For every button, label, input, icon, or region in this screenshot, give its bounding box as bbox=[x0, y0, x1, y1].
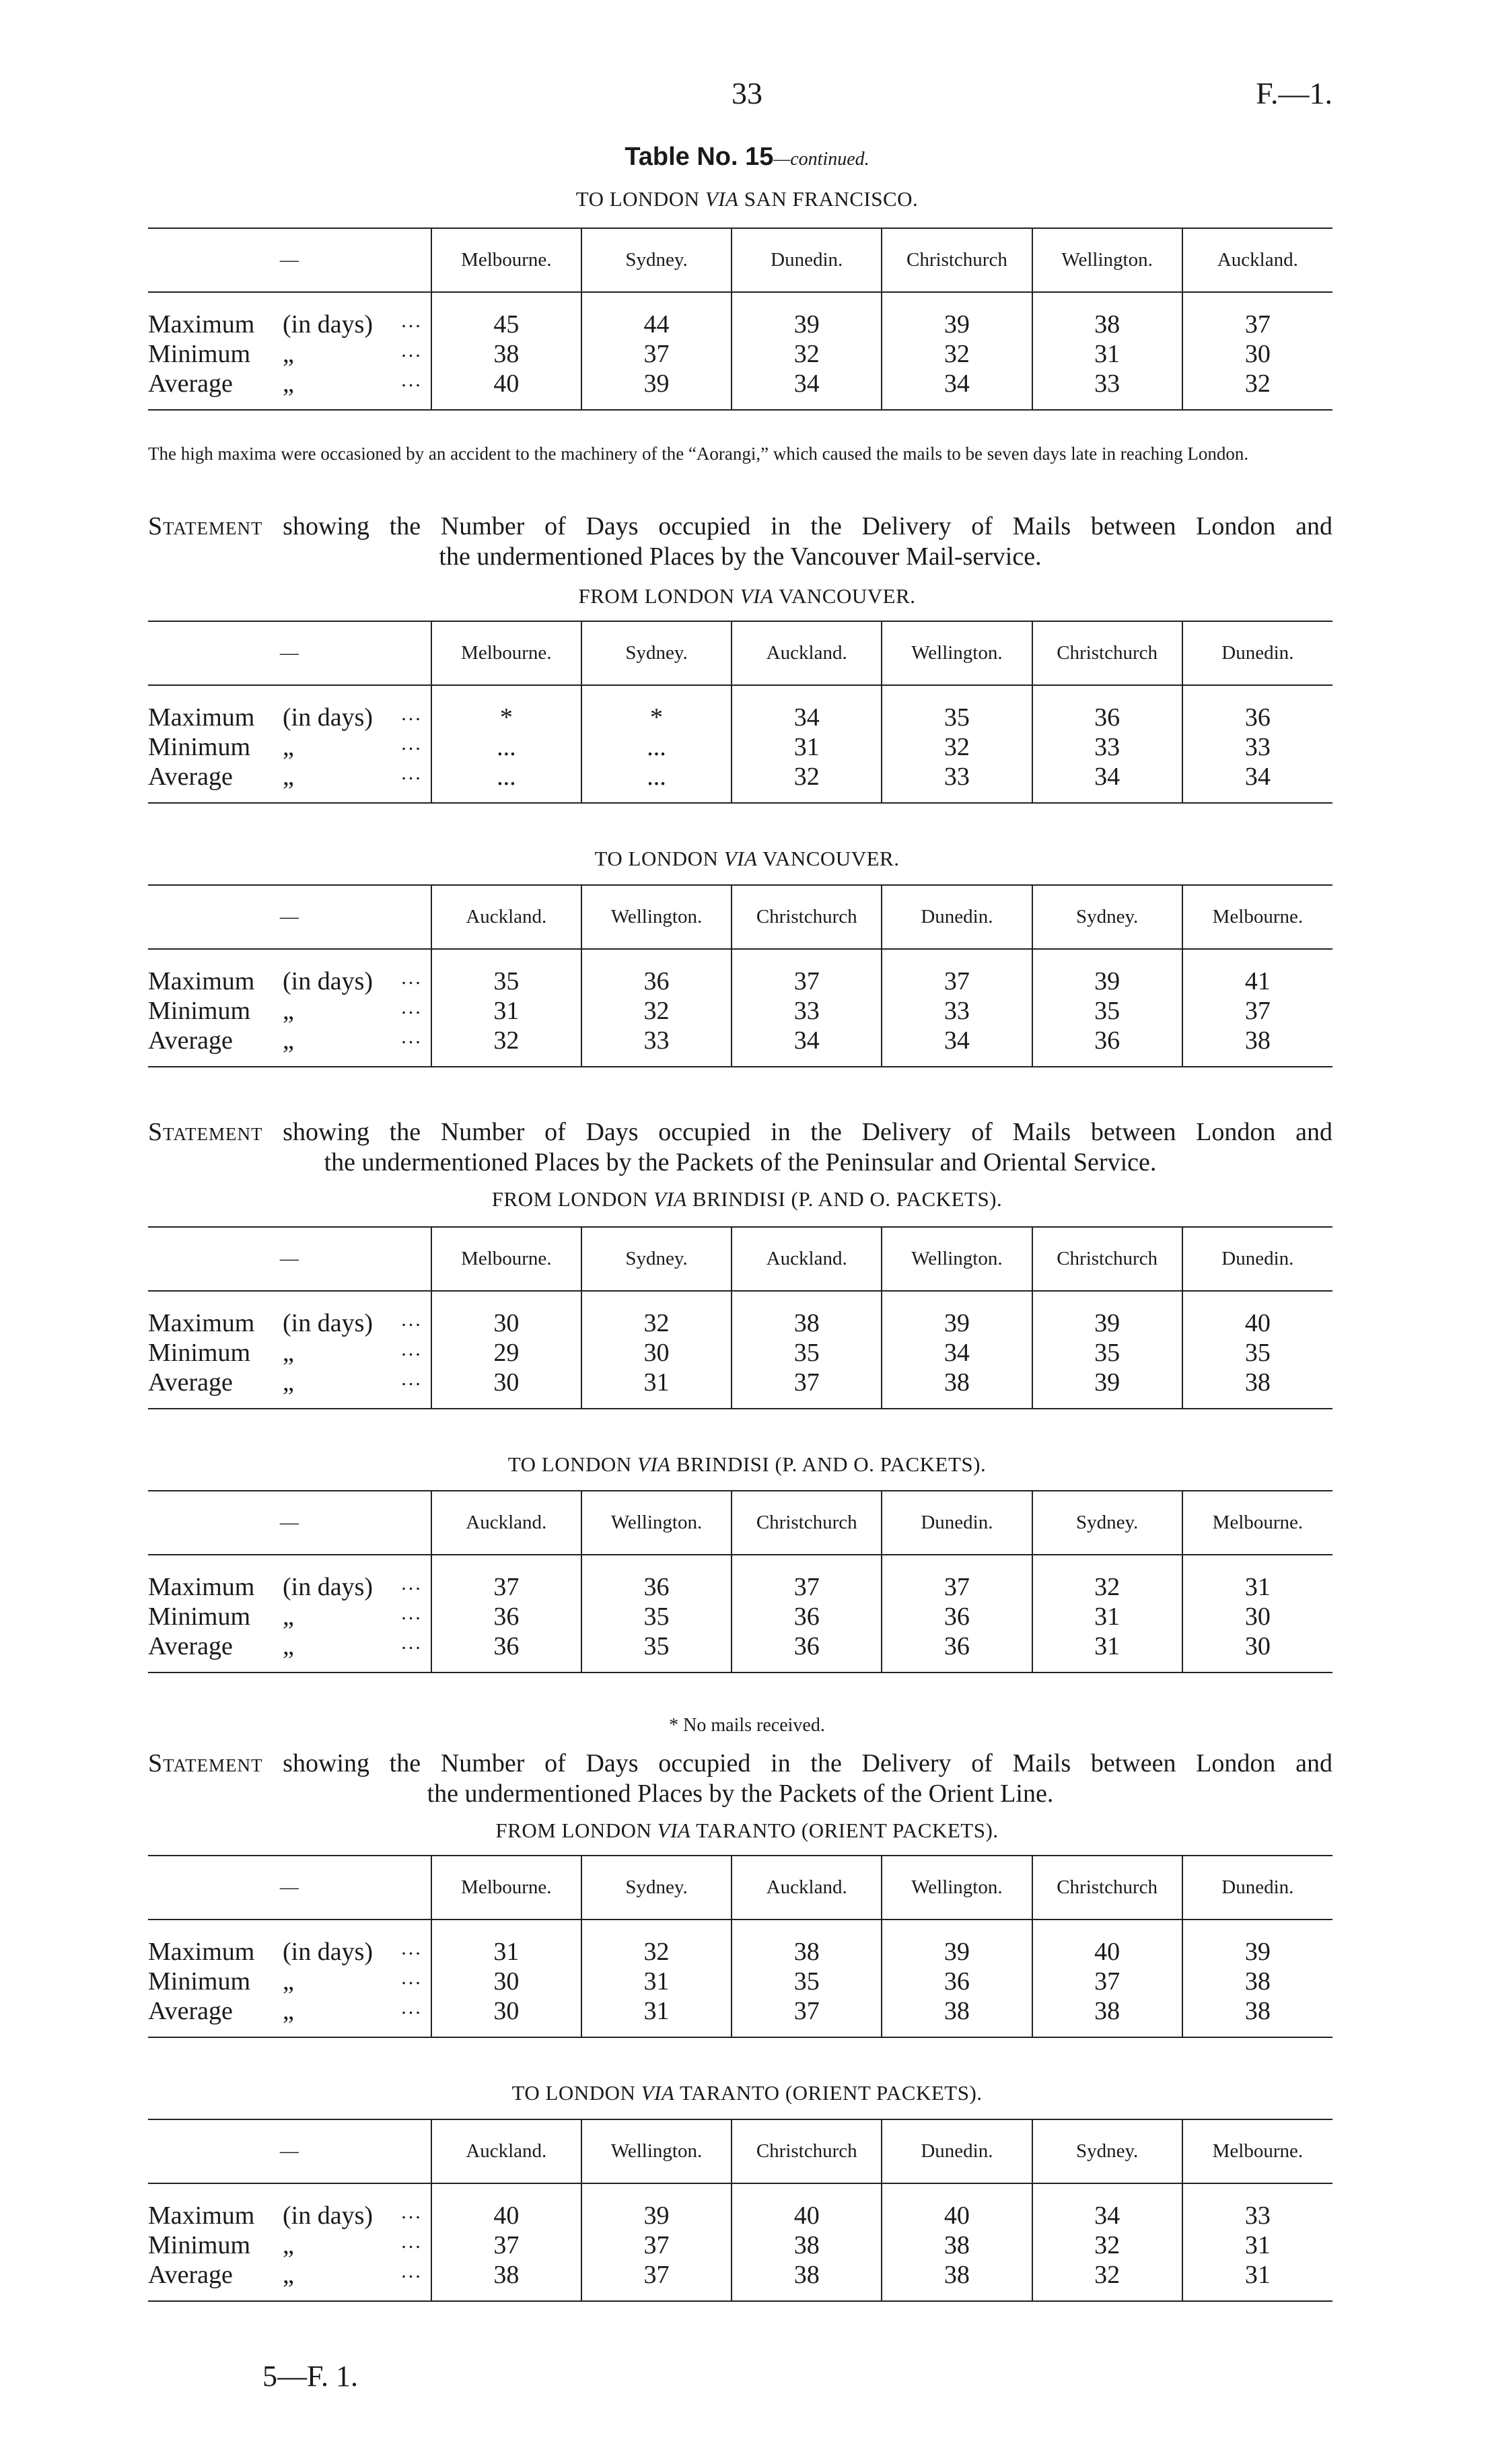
table-cell: 38 bbox=[882, 1368, 1032, 1397]
table-cell: 36 bbox=[581, 966, 732, 996]
table-cell: 31 bbox=[1032, 1631, 1182, 1661]
table-or-to bbox=[148, 2119, 1332, 2302]
table-row bbox=[148, 1967, 1332, 1996]
table-row bbox=[148, 966, 1332, 996]
table-cell: 36 bbox=[1182, 703, 1332, 732]
table-cell: 35 bbox=[732, 1338, 882, 1368]
column-header: Christchurch bbox=[732, 1491, 882, 1555]
column-header: Sydney. bbox=[581, 621, 732, 685]
table-heading bbox=[0, 143, 1494, 172]
column-header: Dunedin. bbox=[882, 2119, 1032, 2183]
table-cell: 40 bbox=[1032, 1937, 1182, 1967]
column-header: Melbourne. bbox=[1182, 885, 1332, 949]
table-cell: 38 bbox=[1182, 1026, 1332, 1055]
table-cell: 33 bbox=[1182, 732, 1332, 762]
table-cell: 35 bbox=[581, 1631, 732, 1661]
table-cell: 32 bbox=[581, 1937, 732, 1967]
table-cell: 30 bbox=[581, 1338, 732, 1368]
table-cell: 35 bbox=[1032, 996, 1182, 1026]
column-header: Auckland. bbox=[732, 1227, 882, 1291]
table-van-to bbox=[148, 884, 1332, 1067]
table-cell: 36 bbox=[732, 1602, 882, 1631]
table-cell: 39 bbox=[1182, 1937, 1332, 1967]
column-header: Dunedin. bbox=[732, 228, 882, 292]
table-cell: 36 bbox=[882, 1967, 1032, 1996]
column-header: Christchurch bbox=[1032, 1856, 1182, 1920]
table-cell: 31 bbox=[581, 1996, 732, 2026]
table-row bbox=[148, 732, 1332, 762]
table-row bbox=[148, 1368, 1332, 1397]
page-number: 33 bbox=[732, 76, 762, 110]
table-cell: 39 bbox=[1032, 1308, 1182, 1338]
table-row bbox=[148, 762, 1332, 791]
table-cell: 30 bbox=[431, 1308, 581, 1338]
column-header: Auckland. bbox=[431, 2119, 581, 2183]
row-label: Minimum „ ... bbox=[148, 2230, 423, 2259]
column-header: Dunedin. bbox=[1182, 621, 1332, 685]
table-cell: ... bbox=[431, 732, 581, 762]
statement-po: Statement showing the Number of Days occupied in the Delivery of Mails between London and the undermentioned Places by the Packets of the Peninsular and Oriental Service. bbox=[148, 1118, 1332, 1176]
column-header: Sydney. bbox=[1032, 2119, 1182, 2183]
column-header: Wellington. bbox=[882, 621, 1032, 685]
table-title-suffix: —continued. bbox=[773, 149, 869, 170]
table-cell: 33 bbox=[581, 1026, 732, 1055]
table-cell: 38 bbox=[732, 2230, 882, 2260]
statement-vancouver: Statement showing the Number of Days occupied in the Delivery of Mails between London and the undermentioned Places by the Vancouver Mail-service. bbox=[148, 512, 1332, 571]
table-cell: 33 bbox=[1032, 732, 1182, 762]
row-label: Minimum „ ... bbox=[148, 732, 423, 761]
corner-dash: — bbox=[148, 885, 431, 949]
table-cell: 45 bbox=[431, 310, 581, 339]
row-label: Maximum (in days) ... bbox=[148, 2201, 423, 2230]
row-label: Minimum „ ... bbox=[148, 1338, 423, 1367]
table-cell: * bbox=[431, 703, 581, 732]
footnote-no-mails: * No mails received. bbox=[669, 1715, 825, 1736]
column-header: Christchurch bbox=[882, 228, 1032, 292]
column-header: Christchurch bbox=[1032, 621, 1182, 685]
table-cell: 32 bbox=[581, 996, 732, 1026]
table-cell: 30 bbox=[431, 1368, 581, 1397]
statement-orient: Statement showing the Number of Days occupied in the Delivery of Mails between London and the undermentioned Places by the Packets of the Orient Line. bbox=[148, 1749, 1332, 1808]
table-title: Table No. 15 bbox=[625, 143, 774, 171]
table-cell: 38 bbox=[882, 2260, 1032, 2290]
column-header: Sydney. bbox=[581, 1856, 732, 1920]
table-cell: 34 bbox=[882, 1338, 1032, 1368]
table-cell: 37 bbox=[732, 1996, 882, 2026]
column-header: Sydney. bbox=[581, 228, 732, 292]
table-cell: 33 bbox=[1182, 2201, 1332, 2230]
table-cell: 36 bbox=[882, 1602, 1032, 1631]
table-cell: 37 bbox=[581, 2230, 732, 2260]
table-cell: 29 bbox=[431, 1338, 581, 1368]
table-cell: 37 bbox=[882, 1572, 1032, 1602]
table-van-from bbox=[148, 621, 1332, 804]
corner-dash: — bbox=[148, 2119, 431, 2183]
caption-sf-to: TO LONDON VIA SAN FRANCISCO. bbox=[575, 187, 919, 211]
table-cell: 32 bbox=[581, 1308, 732, 1338]
table-cell: 38 bbox=[732, 1308, 882, 1338]
row-label: Minimum „ ... bbox=[148, 339, 423, 368]
table-cell: ... bbox=[581, 732, 732, 762]
row-label: Minimum „ ... bbox=[148, 996, 423, 1025]
table-cell: 30 bbox=[1182, 1602, 1332, 1631]
column-header: Auckland. bbox=[732, 1856, 882, 1920]
column-header: Wellington. bbox=[1032, 228, 1182, 292]
table-cell: * bbox=[581, 703, 732, 732]
column-header: Auckland. bbox=[431, 1491, 581, 1555]
table-row bbox=[148, 339, 1332, 369]
table-cell: 36 bbox=[1032, 703, 1182, 732]
table-row bbox=[148, 369, 1332, 398]
column-header: Auckland. bbox=[1182, 228, 1332, 292]
table-cell: 44 bbox=[581, 310, 732, 339]
table-cell: 40 bbox=[431, 2201, 581, 2230]
table-cell: 30 bbox=[431, 1967, 581, 1996]
column-header: Dunedin. bbox=[1182, 1227, 1332, 1291]
table-cell: 38 bbox=[732, 2260, 882, 2290]
row-label: Maximum (in days) ... bbox=[148, 1308, 423, 1337]
row-label: Average „ ... bbox=[148, 1631, 423, 1660]
table-cell: 37 bbox=[431, 1572, 581, 1602]
table-cell: 40 bbox=[1182, 1308, 1332, 1338]
table-cell: 32 bbox=[732, 762, 882, 791]
table-cell: 31 bbox=[1032, 339, 1182, 369]
table-cell: 39 bbox=[581, 2201, 732, 2230]
table-cell: 31 bbox=[581, 1368, 732, 1397]
table-cell: 37 bbox=[431, 2230, 581, 2260]
table-cell: 39 bbox=[732, 310, 882, 339]
row-label: Average „ ... bbox=[148, 1026, 423, 1055]
table-cell: 36 bbox=[431, 1602, 581, 1631]
column-header: Melbourne. bbox=[431, 228, 581, 292]
table-cell: 38 bbox=[1182, 1996, 1332, 2026]
table-cell: 31 bbox=[1032, 1602, 1182, 1631]
column-header: Wellington. bbox=[581, 1491, 732, 1555]
column-header: Christchurch bbox=[732, 2119, 882, 2183]
table-row bbox=[148, 1996, 1332, 2026]
row-label: Maximum (in days) ... bbox=[148, 310, 423, 339]
table-cell: 35 bbox=[732, 1967, 882, 1996]
table-cell: 32 bbox=[1032, 2260, 1182, 2290]
column-header: Wellington. bbox=[581, 2119, 732, 2183]
table-po-from bbox=[148, 1226, 1332, 1409]
column-header: Melbourne. bbox=[1182, 2119, 1332, 2183]
column-header: Melbourne. bbox=[431, 621, 581, 685]
caption-or-from: FROM LONDON VIA TARANTO (ORIENT PACKETS). bbox=[495, 1819, 999, 1842]
table-row bbox=[148, 2260, 1332, 2290]
table-row bbox=[148, 2230, 1332, 2260]
column-header: Sydney. bbox=[581, 1227, 732, 1291]
table-cell: 31 bbox=[431, 1937, 581, 1967]
table-cell: 39 bbox=[882, 1937, 1032, 1967]
table-cell: 32 bbox=[882, 732, 1032, 762]
caption-van-from: FROM LONDON VIA VANCOUVER. bbox=[578, 584, 916, 608]
table-cell: 33 bbox=[732, 996, 882, 1026]
column-header: Auckland. bbox=[732, 621, 882, 685]
table-cell: 30 bbox=[1182, 1631, 1332, 1661]
row-label: Average „ ... bbox=[148, 2260, 423, 2289]
table-cell: 36 bbox=[1032, 1026, 1182, 1055]
table-cell: 34 bbox=[1182, 762, 1332, 791]
table-cell: 38 bbox=[882, 2230, 1032, 2260]
row-label: Maximum (in days) ... bbox=[148, 1572, 423, 1601]
table-cell: 37 bbox=[732, 1368, 882, 1397]
table-cell: 39 bbox=[581, 369, 732, 398]
table-cell: 32 bbox=[1182, 369, 1332, 398]
table-cell: 38 bbox=[1182, 1368, 1332, 1397]
column-header: Melbourne. bbox=[1182, 1491, 1332, 1555]
row-label: Maximum (in days) ... bbox=[148, 703, 423, 732]
table-cell: 34 bbox=[732, 369, 882, 398]
row-label: Maximum (in days) ... bbox=[148, 966, 423, 995]
table-cell: 36 bbox=[581, 1572, 732, 1602]
table-cell: 38 bbox=[431, 2260, 581, 2290]
table-cell: 32 bbox=[882, 339, 1032, 369]
table-cell: 37 bbox=[581, 339, 732, 369]
table-cell: 38 bbox=[1032, 310, 1182, 339]
table-row bbox=[148, 1631, 1332, 1661]
table-cell: 39 bbox=[1032, 1368, 1182, 1397]
table-cell: 31 bbox=[1182, 2260, 1332, 2290]
table-cell: 37 bbox=[732, 966, 882, 996]
document-reference: F.—1. bbox=[1256, 76, 1332, 110]
column-header: Christchurch bbox=[1032, 1227, 1182, 1291]
column-header: Auckland. bbox=[431, 885, 581, 949]
table-sf-to bbox=[148, 227, 1332, 411]
column-header: Christchurch bbox=[732, 885, 882, 949]
column-header: Melbourne. bbox=[431, 1856, 581, 1920]
corner-dash: — bbox=[148, 1227, 431, 1291]
corner-dash: — bbox=[148, 1856, 431, 1920]
row-label: Average „ ... bbox=[148, 1368, 423, 1397]
table-cell: 32 bbox=[431, 1026, 581, 1055]
column-header: Sydney. bbox=[1032, 1491, 1182, 1555]
table-row bbox=[148, 996, 1332, 1026]
corner-dash: — bbox=[148, 228, 431, 292]
table-cell: 36 bbox=[431, 1631, 581, 1661]
table-cell: 41 bbox=[1182, 966, 1332, 996]
column-header: Dunedin. bbox=[1182, 1856, 1332, 1920]
table-cell: 35 bbox=[431, 966, 581, 996]
table-cell: 35 bbox=[882, 703, 1032, 732]
table-cell: 33 bbox=[882, 762, 1032, 791]
table-cell: 38 bbox=[1182, 1967, 1332, 1996]
table-cell: ... bbox=[431, 762, 581, 791]
table-cell: ... bbox=[581, 762, 732, 791]
table-cell: 34 bbox=[732, 703, 882, 732]
corner-dash: — bbox=[148, 621, 431, 685]
table-cell: 37 bbox=[1182, 996, 1332, 1026]
table-cell: 30 bbox=[431, 1996, 581, 2026]
table-cell: 31 bbox=[732, 732, 882, 762]
table-cell: 37 bbox=[581, 2260, 732, 2290]
table-cell: 34 bbox=[882, 369, 1032, 398]
table-cell: 31 bbox=[1182, 1572, 1332, 1602]
table-cell: 32 bbox=[1032, 1572, 1182, 1602]
row-label: Minimum „ ... bbox=[148, 1967, 423, 1996]
table-cell: 37 bbox=[1182, 310, 1332, 339]
table-cell: 35 bbox=[581, 1602, 732, 1631]
table-cell: 39 bbox=[882, 1308, 1032, 1338]
caption-po-to: TO LONDON VIA BRINDISI (P. AND O. PACKETS). bbox=[507, 1452, 987, 1476]
table-cell: 38 bbox=[431, 339, 581, 369]
caption-or-to: TO LONDON VIA TARANTO (ORIENT PACKETS). bbox=[511, 2081, 983, 2105]
table-cell: 31 bbox=[1182, 2230, 1332, 2260]
table-cell: 38 bbox=[882, 1996, 1032, 2026]
table-row bbox=[148, 1572, 1332, 1602]
table-cell: 35 bbox=[1182, 1338, 1332, 1368]
table-cell: 34 bbox=[1032, 762, 1182, 791]
row-label: Average „ ... bbox=[148, 762, 423, 791]
row-label: Average „ ... bbox=[148, 1996, 423, 2025]
table-row bbox=[148, 310, 1332, 339]
table-cell: 33 bbox=[882, 996, 1032, 1026]
table-cell: 40 bbox=[882, 2201, 1032, 2230]
table-cell: 33 bbox=[1032, 369, 1182, 398]
table-cell: 40 bbox=[431, 369, 581, 398]
row-label: Average „ ... bbox=[148, 369, 423, 398]
column-header: Wellington. bbox=[882, 1227, 1032, 1291]
column-header: Sydney. bbox=[1032, 885, 1182, 949]
table-cell: 31 bbox=[431, 996, 581, 1026]
table-cell: 38 bbox=[1032, 1996, 1182, 2026]
column-header: Wellington. bbox=[581, 885, 732, 949]
table-cell: 38 bbox=[732, 1937, 882, 1967]
table-cell: 35 bbox=[1032, 1338, 1182, 1368]
table-cell: 37 bbox=[882, 966, 1032, 996]
table-cell: 40 bbox=[732, 2201, 882, 2230]
table-cell: 34 bbox=[882, 1026, 1032, 1055]
table-cell: 37 bbox=[732, 1572, 882, 1602]
column-header: Dunedin. bbox=[882, 1491, 1032, 1555]
table-po-to bbox=[148, 1490, 1332, 1673]
column-header: Melbourne. bbox=[431, 1227, 581, 1291]
table-cell: 32 bbox=[1032, 2230, 1182, 2260]
caption-po-from: FROM LONDON VIA BRINDISI (P. AND O. PACKETS). bbox=[491, 1187, 1003, 1211]
table-row bbox=[148, 1602, 1332, 1631]
column-header: Wellington. bbox=[882, 1856, 1032, 1920]
table-cell: 39 bbox=[882, 310, 1032, 339]
row-label: Minimum „ ... bbox=[148, 1602, 423, 1631]
table-row bbox=[148, 1338, 1332, 1368]
table-cell: 34 bbox=[1032, 2201, 1182, 2230]
table-cell: 32 bbox=[732, 339, 882, 369]
table-cell: 37 bbox=[1032, 1967, 1182, 1996]
table-cell: 39 bbox=[1032, 966, 1182, 996]
table-row bbox=[148, 1937, 1332, 1967]
row-label: Maximum (in days) ... bbox=[148, 1937, 423, 1966]
table-row bbox=[148, 703, 1332, 732]
corner-dash: — bbox=[148, 1491, 431, 1555]
table-row bbox=[148, 1308, 1332, 1338]
column-header: Dunedin. bbox=[882, 885, 1032, 949]
note-aorangi: The high maxima were occasioned by an accident to the machinery of the “Aorangi,” which caused the mails to be seven days late in reaching London. bbox=[148, 444, 1249, 464]
page-footer-reference: 5—F. 1. bbox=[262, 2360, 358, 2393]
table-cell: 36 bbox=[732, 1631, 882, 1661]
table-row bbox=[148, 2201, 1332, 2230]
table-cell: 30 bbox=[1182, 339, 1332, 369]
table-cell: 36 bbox=[882, 1631, 1032, 1661]
table-row bbox=[148, 1026, 1332, 1055]
caption-van-to: TO LONDON VIA VANCOUVER. bbox=[594, 847, 900, 870]
table-or-from bbox=[148, 1855, 1332, 2038]
table-cell: 31 bbox=[581, 1967, 732, 1996]
table-cell: 34 bbox=[732, 1026, 882, 1055]
